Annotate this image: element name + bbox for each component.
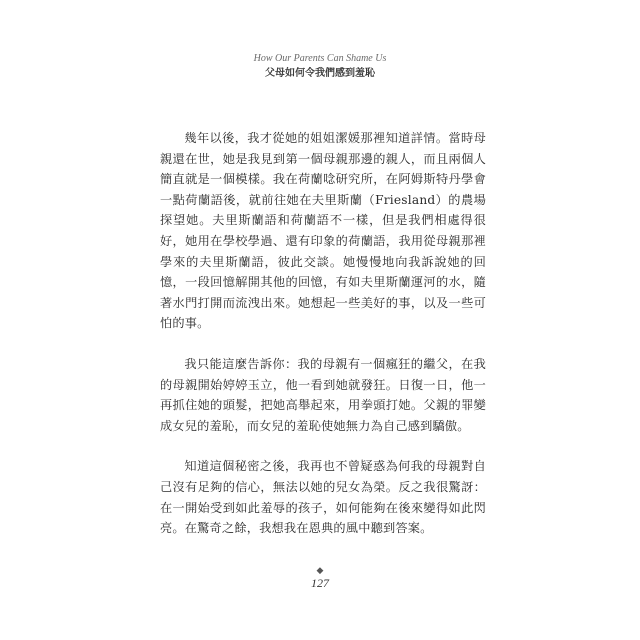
body-text [160,128,486,559]
page-footer [0,566,640,590]
header-title-english: How Our Parents Can Shame Us [253,53,387,64]
paragraph-2: 我只能這麼告訴你：我的母親有一個瘋狂的繼父，在我的母親開始婷婷玉立，他一看到她就發狂。日復一日，他一再抓住她的頭髮，把她高舉起來，用拳頭打她。父親的罪變成女兒的羞恥，而女兒的羞恥使她無力為自己感到驕傲。 [160,356,486,433]
header-title-chinese: 父母如何令我們感到羞恥 [265,68,375,79]
paragraph-1: 幾年以後，我才從她的姐姐潔媛那裡知道詳情。當時母親還在世，她是我見到第一個母親那邊的親人，而且兩個人簡直就是一個模樣。我在荷蘭唸研究所，在阿姆斯特丹學會一點荷蘭語後，就前往她在夫里斯蘭（Friesland）的農場探望她。夫里斯蘭語和荷蘭語不一樣，但是我們相處得很好，她用在學校學過、還有印象的荷蘭語，我用從母親那裡學來的夫里斯蘭語，彼此交談。她慢慢地向我訴說她的回憶，一段回憶解開其他的回憶，有如夫里斯蘭運河的水，隨著水門打開而流洩出來。她想起一些美好的事，以及一些可怕的事。 [160,131,486,331]
footer-ornament-icon: ◆ [316,566,324,576]
paragraph-3: 知道這個秘密之後，我再也不曾疑惑為何我的母親對自己沒有足夠的信心，無法以她的兒女為榮。反之我很驚訝：在一開始受到如此羞辱的孩子，如何能夠在後來變得如此閃亮。在驚奇之餘，我想我在恩典的風中聽到答案。 [160,459,486,536]
page-number: 127 [311,576,329,590]
running-header [0,52,640,81]
